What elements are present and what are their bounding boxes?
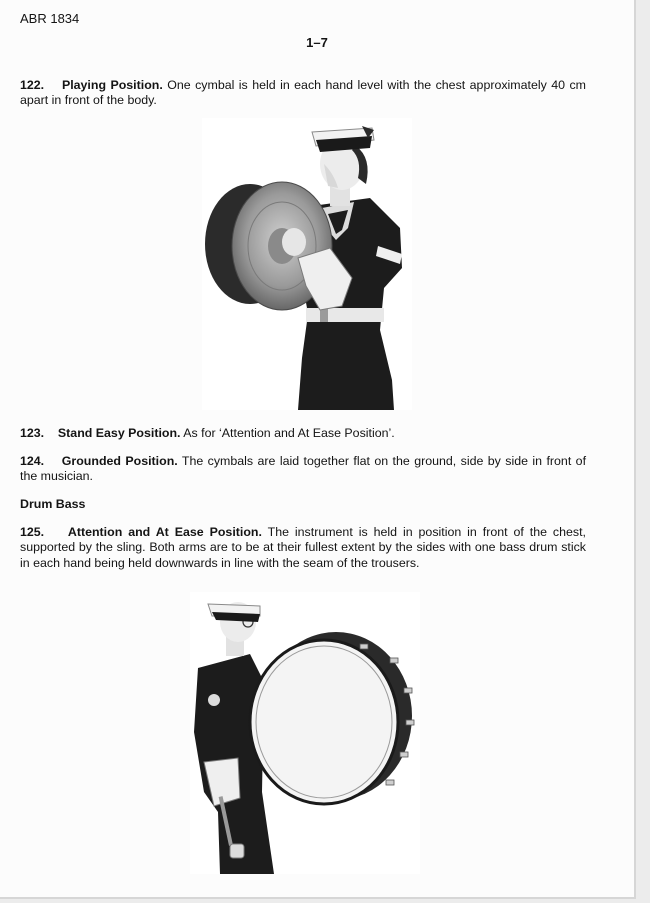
document-reference: ABR 1834 [20,11,80,26]
paragraph-heading: Attention and At Ease Position. [67,525,262,539]
paragraph-number: 122. [20,78,45,92]
paragraph-heading: Grounded Position. [61,454,178,468]
paragraph-text: As for ‘Attention and At Ease Position’. [183,426,395,440]
paragraph-122 [20,78,586,109]
paragraph-number: 124. [20,454,45,468]
paragraph-number: 123. [20,426,45,440]
sailor-with-cymbals-illustration [202,118,412,410]
bass-drum-photo [190,592,420,874]
paragraph-123 [20,426,586,441]
paragraph-124 [20,454,586,485]
paragraph-text: One cymbal is held in each hand level with the chest approximately 40 cm apart in front of the body. [20,78,586,108]
paragraph-125 [20,525,586,571]
paragraph-heading: Playing Position. [61,78,163,92]
paragraph-text: The cymbals are laid together flat on the ground, side by side in front of the musician. [20,454,587,484]
page-number: 1–7 [306,35,328,50]
paragraph-number: 125. [20,525,45,539]
paragraph-heading: Stand Easy Position. [57,426,181,440]
paragraph-text: The instrument is held in position in front of the chest, supported by the sling. Both arms are to be at their fullest extent by the sides with one bass drum stick in each hand being held downwards in line with the seam of the trousers. [20,525,586,570]
sailor-with-bass-drum-illustration [190,592,420,874]
cymbal-playing-photo [202,118,412,410]
section-heading: Drum Bass [20,497,86,511]
